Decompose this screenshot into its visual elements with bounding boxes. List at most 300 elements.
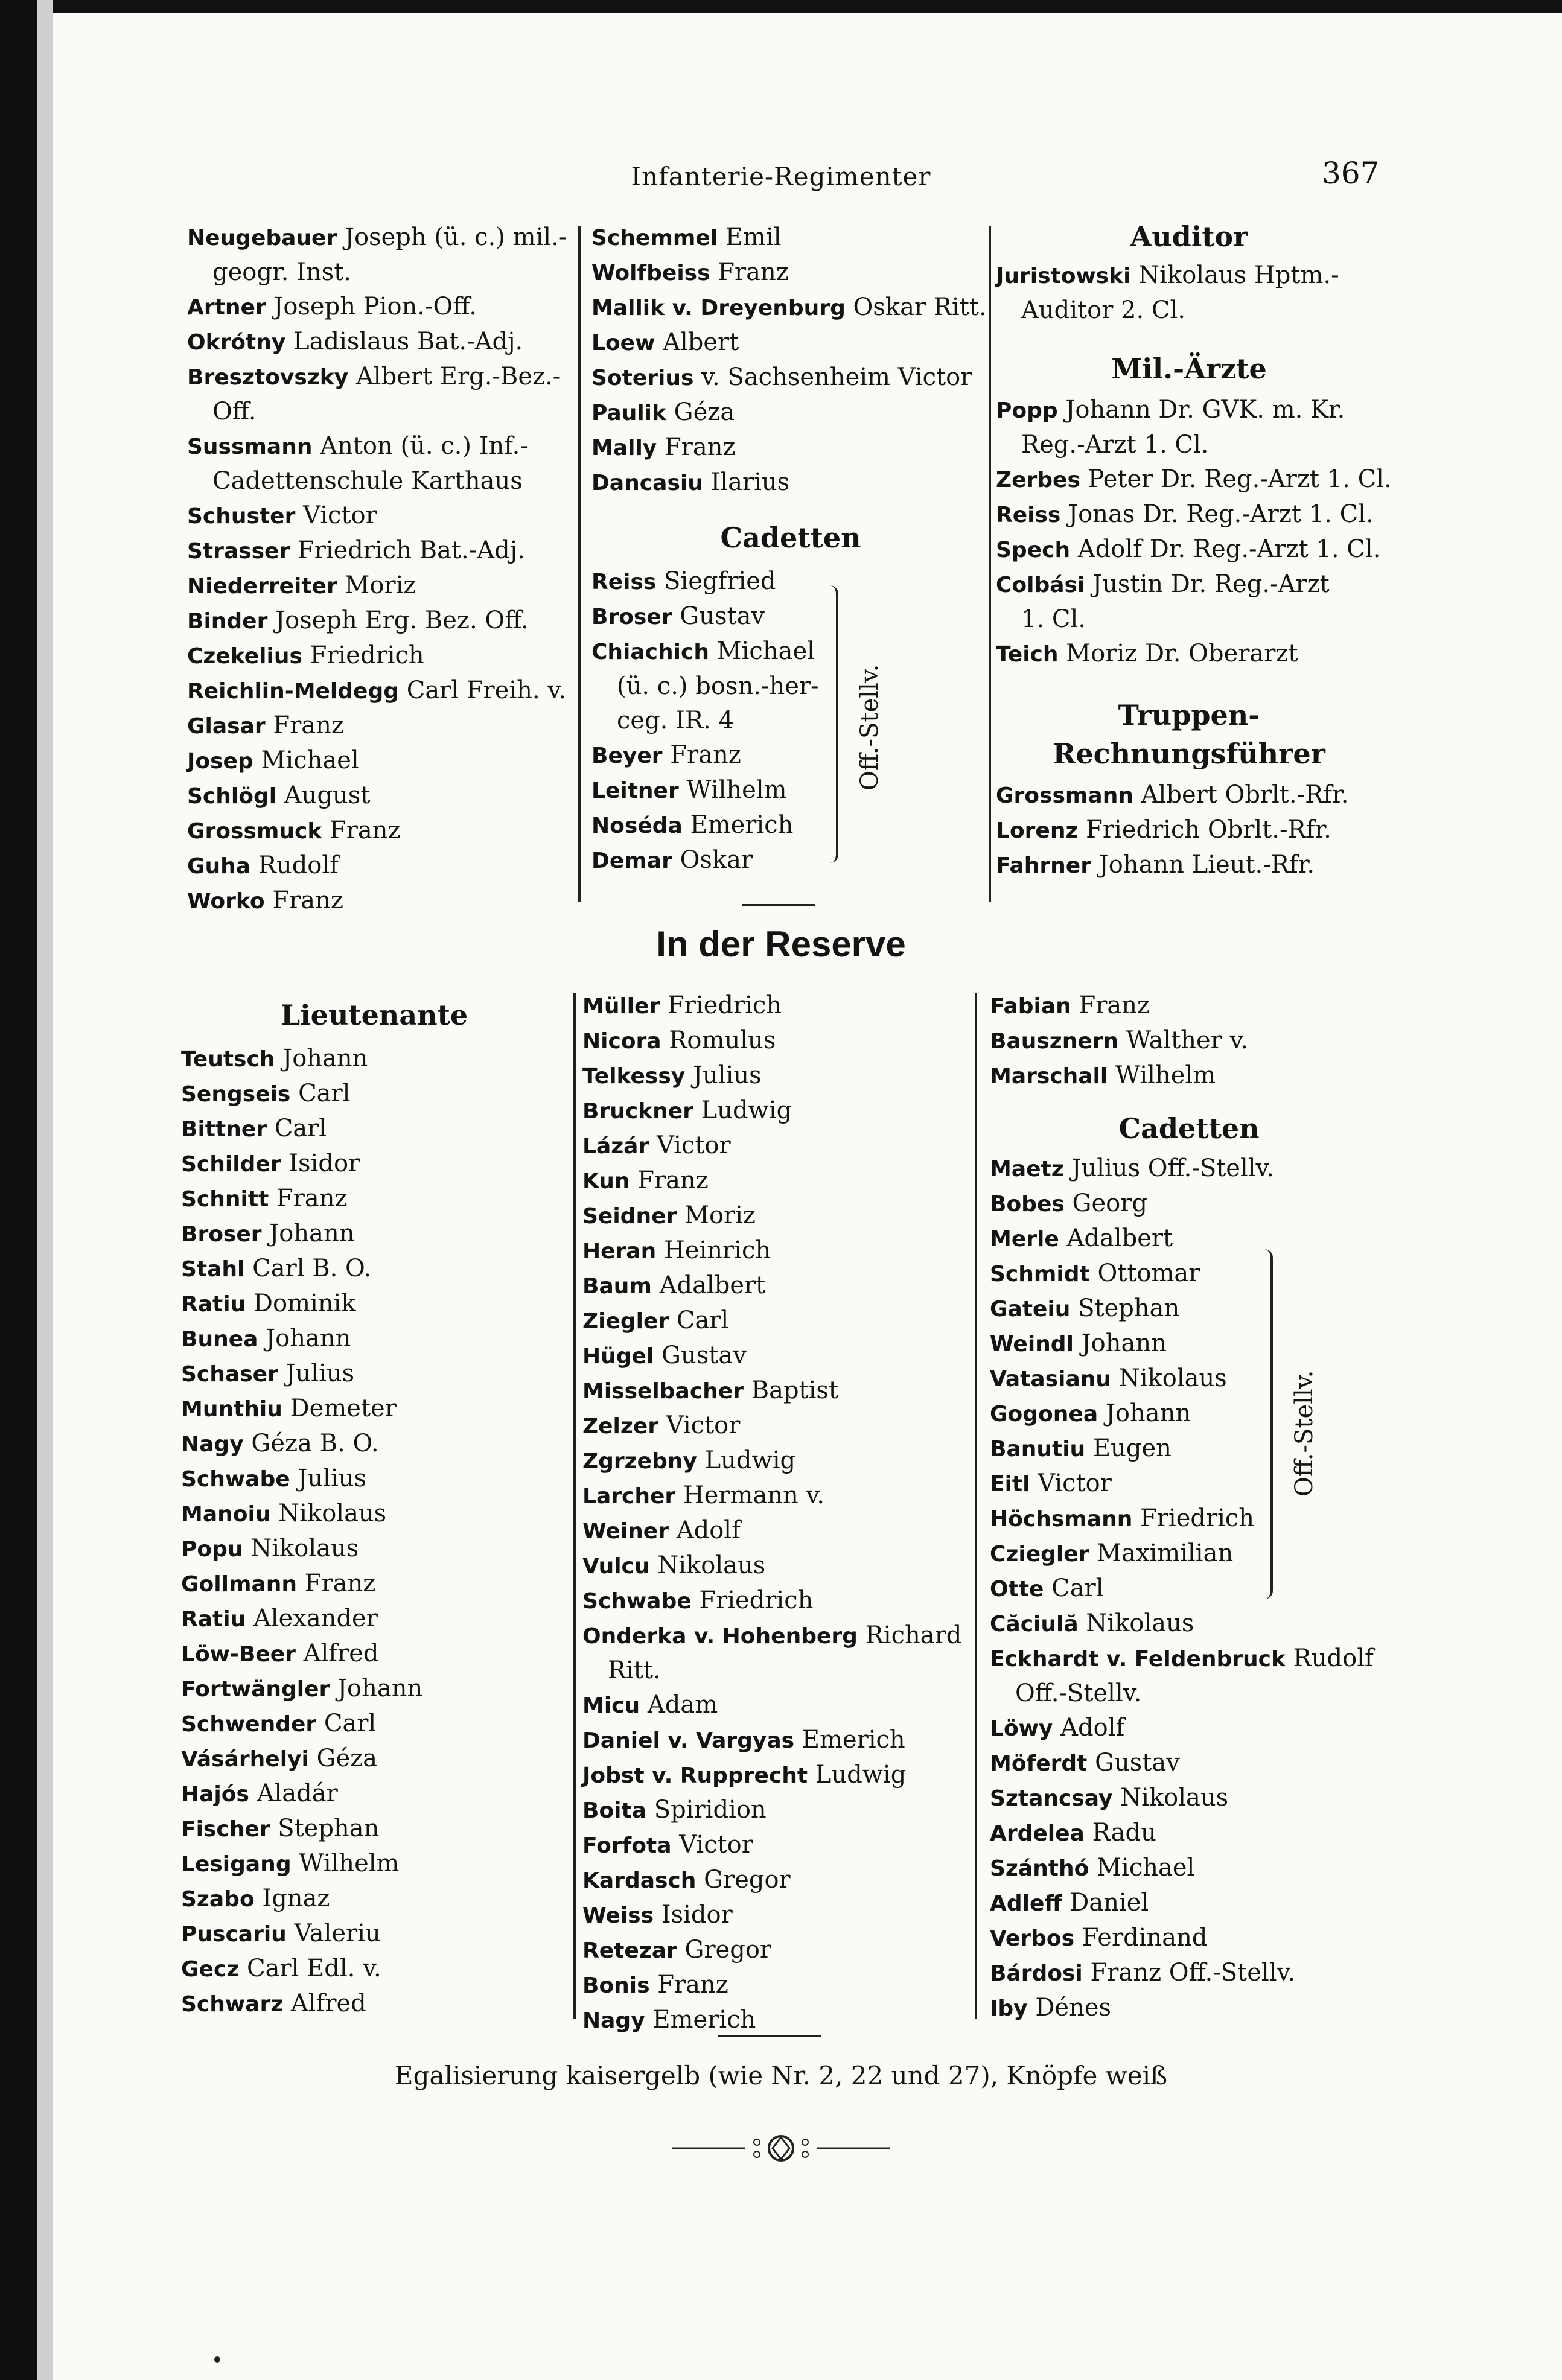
roster-entry [181, 1847, 567, 1882]
entry-surname: Schemmel [591, 226, 718, 250]
roster-entry [990, 1571, 1388, 1606]
roster-entry [582, 1198, 993, 1233]
entry-surname: Schwabe [181, 1467, 290, 1492]
roster-entry [990, 1291, 1388, 1326]
entry-surname: Szabo [181, 1887, 255, 1912]
entry-surname: Artner [187, 295, 266, 320]
roster-entry [181, 1462, 567, 1497]
roster-entry [990, 1921, 1388, 1956]
entry-surname: Onderka v. Hohenberg [582, 1624, 858, 1649]
entry-surname: Glasar [187, 714, 266, 739]
roster-entry [990, 1023, 1388, 1058]
entry-continuation: Reg.-Arzt 1. Cl. [1021, 431, 1209, 459]
entry-details: Adam [640, 1691, 718, 1719]
entry-surname: Lázár [582, 1134, 649, 1159]
running-head: Infanterie-Regimenter [631, 162, 931, 191]
entry-surname: Heran [582, 1239, 657, 1264]
entry-surname: Reichlin-Meldegg [187, 679, 399, 704]
entry-details: Franz [649, 1971, 728, 1999]
entry-details: Julius [278, 1360, 355, 1387]
roster-entry [187, 743, 573, 778]
roster-entry [187, 673, 573, 708]
entry-surname: Bittner [181, 1117, 267, 1142]
entry-details: Joseph Erg. Bez. Off. [267, 606, 529, 634]
roster-entry [591, 325, 990, 360]
entry-details: Spiridion [646, 1796, 767, 1824]
entry-surname: Löw-Beer [181, 1642, 296, 1667]
entry-details: Isidor [654, 1901, 733, 1929]
roster-entry [990, 1466, 1388, 1501]
entry-surname: Ardelea [990, 1821, 1085, 1846]
entry-surname: Noséda [591, 813, 683, 838]
entry-details: Johann [1073, 1329, 1167, 1357]
entry-surname: Vulcu [582, 1554, 650, 1579]
entry-surname: Otte [990, 1577, 1044, 1602]
entry-details: Rudolf [1285, 1644, 1374, 1672]
roster-entry [591, 634, 990, 669]
entry-details: Friedrich Bat.-Adj. [290, 536, 525, 564]
roster-entry [187, 290, 573, 325]
entry-surname: Fischer [181, 1817, 270, 1842]
entry-details: Nikolaus [649, 1551, 766, 1579]
entry-surname: Forfota [582, 1833, 672, 1858]
roster-entry [990, 1606, 1388, 1641]
entry-surname: Vatasianu [990, 1367, 1112, 1392]
entry-details: Georg [1064, 1189, 1147, 1217]
entry-surname: Wolfbeiss [591, 261, 710, 285]
roster-entry [181, 1812, 567, 1847]
entry-details: Ludwig [693, 1096, 792, 1124]
roster-entry [582, 1443, 993, 1478]
column-2-top [591, 220, 990, 878]
entry-details: Moriz Dr. Oberarzt [1058, 640, 1298, 667]
entry-surname: Kardasch [582, 1868, 697, 1893]
entry-surname: Löwy [990, 1716, 1053, 1741]
entry-surname: Guha [187, 854, 251, 879]
entry-details: Friedrich [660, 991, 782, 1019]
roster-entry [996, 497, 1382, 532]
entry-details: Ludwig [697, 1446, 796, 1474]
entry-details: Julius [685, 1061, 762, 1089]
column-divider [975, 993, 977, 2019]
roster-entry [181, 1357, 567, 1392]
entry-details: Oskar Ritt. [845, 293, 987, 321]
entry-surname: Fahrner [996, 853, 1091, 878]
roster-entry [990, 1746, 1388, 1781]
entry-surname: Gogonea [990, 1402, 1098, 1427]
roster-entry [996, 532, 1382, 567]
bracket [1258, 1249, 1273, 1599]
section-heading: Truppen-Rechnungsführer [1053, 699, 1325, 770]
entry-details: Emil [718, 223, 782, 251]
entry-surname: Daniel v. Vargyas [582, 1728, 795, 1753]
entry-details: Victor [649, 1131, 731, 1159]
entry-details: Hermann v. [675, 1481, 825, 1509]
entry-details: Gustav [672, 602, 765, 630]
entry-details: Adolf Dr. Reg.-Arzt 1. Cl. [1070, 535, 1381, 563]
roster-entry [582, 1898, 993, 1933]
entry-surname: Colbási [996, 573, 1085, 597]
roster-entry [996, 567, 1382, 602]
roster-entry [181, 1217, 567, 1252]
roster-entry [582, 2003, 993, 2038]
entry-details: Carl [290, 1080, 351, 1107]
entry-continuation: Off.-Stellv. [1015, 1679, 1142, 1707]
entry-surname: Maetz [990, 1157, 1064, 1182]
entry-details: Géza B. O. [243, 1430, 379, 1457]
entry-surname: Zelzer [582, 1414, 658, 1439]
entry-surname: Eitl [990, 1472, 1030, 1497]
entry-surname: Fortwängler [181, 1677, 330, 1702]
footer-rule [718, 2035, 821, 2037]
roster-entry [591, 808, 990, 843]
roster-entry [181, 1707, 567, 1742]
entry-details: Franz [264, 886, 343, 914]
reserve-heading: In der Reserve [656, 924, 906, 964]
entry-surname: Adleff [990, 1891, 1062, 1916]
entry-surname: Mally [591, 436, 657, 460]
roster-entry [582, 1233, 993, 1268]
roster-entry [990, 1816, 1388, 1851]
entry-details: Alfred [283, 1990, 366, 2017]
entry-details: Joseph Pion.-Off. [266, 293, 477, 320]
roster-entry [582, 1548, 993, 1583]
entry-surname: Seidner [582, 1204, 677, 1229]
roster-entry [582, 1583, 993, 1618]
scan-speck [214, 2356, 220, 2362]
entry-details: Victor [295, 501, 377, 529]
roster-entry [990, 1221, 1388, 1256]
entry-details: Carl [1044, 1574, 1104, 1602]
roster-entry [990, 1641, 1388, 1676]
roster-entry [181, 1322, 567, 1357]
entry-details: Stephan [1070, 1294, 1180, 1322]
roster-entry [996, 462, 1392, 497]
roster-entry [990, 1501, 1388, 1536]
entry-details: Franz [322, 816, 401, 844]
roster-entry [181, 1427, 567, 1462]
roster-entry [582, 1723, 993, 1758]
entry-details: Nikolaus Hptm.- [1130, 261, 1339, 289]
roster-entry [181, 1777, 567, 1812]
entry-surname: Soterius [591, 366, 694, 390]
entry-surname: Weindl [990, 1332, 1074, 1357]
roster-entry [990, 1256, 1388, 1291]
entry-surname: Nagy [181, 1432, 244, 1457]
entry-details: Wilhelm [291, 1850, 400, 1877]
entry-surname: Mallik v. Dreyenburg [591, 296, 846, 320]
entry-details: Demeter [282, 1395, 397, 1422]
section-heading: Lieutenante [280, 999, 468, 1031]
entry-details: Friedrich [1132, 1504, 1255, 1532]
roster-entry [181, 1112, 567, 1147]
entry-surname: Boita [582, 1798, 647, 1823]
entry-details: Maximilian [1089, 1539, 1234, 1567]
entry-details: Victor [1030, 1469, 1112, 1497]
roster-entry [181, 1252, 567, 1287]
roster-entry [582, 1163, 993, 1198]
roster-entry [591, 220, 990, 255]
entry-surname: Möferdt [990, 1751, 1088, 1776]
entry-details: Albert Obrlt.-Rfr. [1133, 781, 1349, 809]
roster-entry [591, 773, 990, 808]
entry-details: Johann [261, 1220, 355, 1247]
roster-entry [187, 603, 573, 638]
roster-entry [181, 1077, 567, 1112]
roster-entry [990, 1186, 1388, 1221]
ornament-icon [660, 2124, 902, 2172]
roster-entry [990, 1711, 1388, 1746]
section-heading: Auditor [1130, 220, 1248, 253]
roster-entry [996, 778, 1382, 813]
roster-entry [582, 1023, 993, 1058]
roster-entry [591, 395, 990, 430]
entry-details: Carl Edl. v. [239, 1955, 381, 1982]
roster-entry [582, 1513, 993, 1548]
roster-entry [990, 1326, 1388, 1361]
entry-surname: Reiss [591, 570, 657, 594]
roster-entry [187, 708, 573, 743]
entry-details: v. Sachsenheim Victor [693, 363, 972, 391]
roster-entry [990, 1151, 1388, 1186]
roster-entry [990, 1991, 1388, 2026]
entry-surname: Chiachich [591, 640, 709, 664]
entry-surname: Schnitt [181, 1187, 269, 1212]
roster-entry [187, 360, 573, 395]
entry-details: Adalbert [651, 1271, 766, 1299]
bracket-label: Off.-Stellv. [1290, 1370, 1318, 1497]
roster-entry [996, 637, 1382, 672]
entry-surname: Okrótny [187, 330, 286, 355]
entry-surname: Leitner [591, 778, 679, 803]
entry-surname: Popp [996, 398, 1058, 423]
entry-surname: Zgrzebny [582, 1449, 697, 1474]
entry-details: Victor [658, 1411, 741, 1439]
entry-details: Julius Off.-Stellv. [1063, 1154, 1275, 1182]
entry-surname: Gollmann [181, 1572, 298, 1597]
entry-details: Michael [1089, 1854, 1195, 1882]
column-divider [573, 993, 576, 2019]
entry-surname: Czekelius [187, 644, 302, 669]
entry-surname: Teich [996, 642, 1059, 667]
entry-surname: Josep [187, 749, 253, 774]
entry-surname: Dancasiu [591, 471, 703, 495]
roster-entry [181, 1182, 567, 1217]
entry-details: Albert Erg.-Bez.- [348, 363, 561, 390]
entry-details: Gregor [696, 1866, 791, 1894]
entry-details: Moriz [337, 571, 416, 599]
roster-entry [582, 1478, 993, 1513]
entry-continuation: Off. [212, 398, 257, 425]
entry-details: Carl [669, 1306, 729, 1334]
entry-surname: Nicora [582, 1029, 661, 1054]
roster-entry [582, 1303, 993, 1338]
roster-entry [181, 1532, 567, 1567]
entry-surname: Eckhardt v. Feldenbruck [990, 1647, 1286, 1672]
entry-continuation: Cadettenschule Karthaus [212, 467, 523, 495]
roster-entry [582, 1093, 993, 1128]
roster-entry [187, 883, 573, 918]
entry-details: Emerich [645, 2006, 756, 2034]
roster-entry [187, 638, 573, 673]
entry-surname: Demar [591, 848, 672, 873]
entry-details: Carl Freih. v. [399, 676, 566, 704]
column-1-bottom [181, 990, 567, 2022]
entry-surname: Binder [187, 609, 268, 634]
scan-gutter [37, 0, 53, 2380]
entry-details: Johann Lieut.-Rfr. [1091, 851, 1315, 879]
roster-entry [181, 1042, 567, 1077]
entry-details: Nikolaus [270, 1500, 387, 1527]
roster-entry [591, 255, 990, 290]
entry-surname: Bruckner [582, 1099, 693, 1124]
entry-details: Friedrich Obrlt.-Rfr. [1078, 816, 1331, 844]
roster-entry [990, 1431, 1388, 1466]
roster-entry [187, 848, 573, 883]
roster-entry [187, 220, 573, 255]
entry-surname: Bausznern [990, 1029, 1119, 1054]
entry-continuation: ceg. IR. 4 [617, 707, 734, 734]
entry-surname: Höchsmann [990, 1507, 1133, 1532]
entry-surname: Juristowski [996, 264, 1131, 288]
column-divider [578, 226, 581, 902]
entry-details: Franz [710, 258, 789, 286]
roster-entry [582, 1828, 993, 1863]
entry-details: Justin Dr. Reg.-Arzt [1085, 570, 1330, 598]
entry-details: Ottomar [1089, 1259, 1200, 1287]
entry-surname: Sussmann [187, 434, 313, 459]
entry-surname: Beyer [591, 743, 663, 768]
entry-surname: Bonis [582, 1973, 650, 1998]
roster-entry [591, 430, 990, 465]
entry-details: Alfred [295, 1640, 379, 1667]
entry-surname: Teutsch [181, 1047, 275, 1072]
entry-surname: Jobst v. Rupprecht [582, 1763, 808, 1788]
roster-entry [591, 465, 990, 500]
bracket-label: Off.-Stellv. [856, 664, 884, 791]
roster-entry [181, 1882, 567, 1917]
entry-details: Franz [657, 433, 736, 461]
entry-surname: Bobes [990, 1192, 1065, 1217]
entry-surname: Schwarz [181, 1992, 284, 2017]
roster-entry [582, 1268, 993, 1303]
entry-surname: Neugebauer [187, 226, 337, 250]
roster-entry [181, 1567, 567, 1602]
roster-entry [187, 325, 573, 360]
entry-surname: Bárdosi [990, 1961, 1083, 1986]
entry-surname: Ratiu [181, 1292, 246, 1317]
entry-details: Emerich [682, 811, 794, 839]
roster-entry [582, 1933, 993, 1968]
entry-details: Ludwig [808, 1761, 907, 1789]
entry-surname: Ratiu [181, 1607, 246, 1632]
entry-surname: Müller [582, 994, 660, 1019]
entry-surname: Cziegler [990, 1542, 1089, 1567]
entry-surname: Munthiu [181, 1397, 282, 1422]
entry-details: Géza [666, 398, 735, 426]
entry-surname: Banutiu [990, 1437, 1086, 1462]
roster-entry [591, 599, 990, 634]
roster-entry [181, 1742, 567, 1777]
entry-continuation: Ritt. [608, 1656, 661, 1684]
roster-entry [990, 1536, 1388, 1571]
entry-details: Victor [671, 1831, 753, 1859]
entry-details: Stephan [270, 1815, 380, 1842]
entry-surname: Verbos [990, 1926, 1074, 1951]
entry-surname: Merle [990, 1227, 1059, 1252]
roster-entry [181, 1147, 567, 1182]
roster-entry [990, 1396, 1388, 1431]
section-heading: Cadetten [720, 521, 861, 554]
roster-entry [990, 1781, 1388, 1816]
entry-details: Isidor [281, 1150, 360, 1177]
entry-surname: Retezar [582, 1938, 677, 1963]
entry-details: Nikolaus [1078, 1609, 1194, 1637]
roster-entry [591, 843, 990, 878]
entry-surname: Sztancsay [990, 1786, 1113, 1811]
entry-details: Johann [1098, 1399, 1191, 1427]
entry-surname: Misselbacher [582, 1379, 744, 1404]
entry-details: Michael [253, 746, 359, 774]
column-3-top [996, 217, 1392, 883]
entry-details: Dénes [1027, 1994, 1112, 2022]
entry-details: Friedrich [691, 1586, 814, 1614]
entry-surname: Popu [181, 1537, 243, 1562]
roster-entry [582, 1618, 993, 1653]
entry-surname: Niederreiter [187, 574, 337, 599]
entry-details: Daniel [1062, 1889, 1149, 1917]
column-divider [989, 226, 991, 902]
entry-details: Adolf [1053, 1714, 1125, 1742]
roster-entry [996, 848, 1382, 883]
entry-surname: Baum [582, 1274, 652, 1299]
roster-entry [181, 1392, 567, 1427]
entry-details: Wilhelm [1108, 1061, 1216, 1089]
entry-details: Nikolaus [1111, 1364, 1227, 1392]
entry-surname: Schaser [181, 1362, 278, 1387]
entry-surname: Lorenz [996, 818, 1079, 843]
roster-entry [582, 1758, 993, 1793]
entry-surname: Puscariu [181, 1922, 287, 1947]
entry-details: Alexander [246, 1605, 378, 1632]
roster-entry [990, 1886, 1388, 1921]
entry-details: Franz [662, 741, 741, 769]
entry-details: Jonas Dr. Reg.-Arzt 1. Cl. [1060, 500, 1374, 528]
entry-details: Walther v. [1118, 1026, 1249, 1054]
entry-surname: Grossmann [996, 783, 1133, 808]
roster-entry [181, 1952, 567, 1987]
entry-details: Nikolaus [1112, 1784, 1229, 1812]
bracket [824, 585, 838, 863]
entry-details: Gustav [1087, 1749, 1180, 1777]
entry-details: Joseph (ü. c.) mil.- [337, 223, 567, 251]
entry-surname: Vásárhelyi [181, 1747, 309, 1772]
roster-entry [582, 1793, 993, 1828]
entry-surname: Hügel [582, 1344, 654, 1369]
entry-details: Ladislaus Bat.-Adj. [285, 328, 523, 355]
entry-details: Siegfried [656, 567, 776, 595]
entry-surname: Paulik [591, 401, 666, 425]
entry-details: Carl [316, 1710, 377, 1737]
section-heading: Cadetten [1118, 1112, 1260, 1145]
roster-entry [582, 1338, 993, 1373]
entry-surname: Broser [591, 605, 672, 629]
entry-details: Dominik [246, 1290, 356, 1317]
roster-entry [181, 1917, 567, 1952]
entry-details: Oskar [672, 846, 753, 874]
column-3-bottom [990, 988, 1388, 2026]
entry-details: Julius [290, 1465, 367, 1492]
